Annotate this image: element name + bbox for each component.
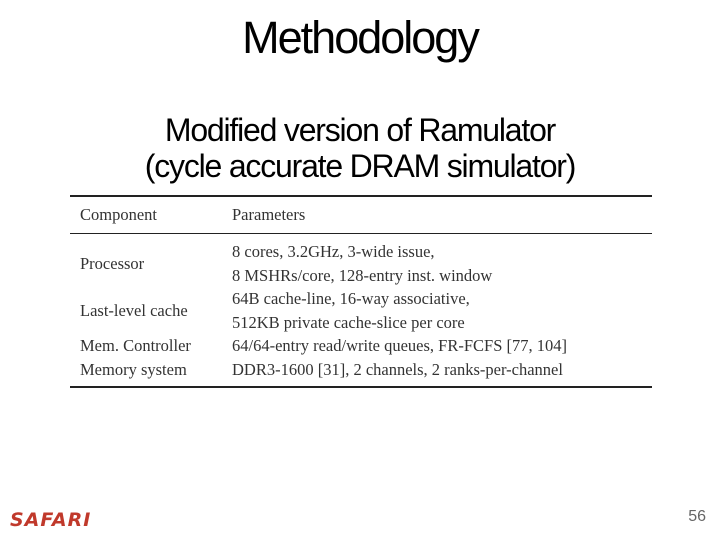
component-cell: Processor <box>80 253 145 273</box>
table-row <box>70 287 652 334</box>
component-cell: Memory system <box>70 358 222 387</box>
header-parameters: Parameters <box>222 196 652 234</box>
page-number: 56 <box>688 508 706 525</box>
slide-title: Methodology <box>242 12 478 63</box>
subtitle-line-1: Modified version of Ramulator <box>164 112 556 148</box>
parameters-cell <box>222 334 652 358</box>
slide-subtitle <box>60 112 660 184</box>
component-cell: Mem. Controller <box>80 336 191 355</box>
parameters-cell <box>222 287 652 334</box>
parameter-line: 8 MSHRs/core, 128-entry inst. window <box>232 265 493 285</box>
subtitle-line-2: (cycle accurate DRAM simulator) <box>144 148 576 184</box>
table-row <box>70 334 652 358</box>
header-component: Component <box>70 196 222 234</box>
table-row <box>70 358 652 387</box>
safari-logo: SAFARI <box>10 509 92 531</box>
parameters-cell <box>222 234 652 288</box>
parameter-line: 64B cache-line, 16-way associative, <box>232 289 470 308</box>
table-row <box>70 234 652 288</box>
parameters-table <box>70 195 652 388</box>
table-header-row <box>70 196 652 234</box>
parameter-line: 8 cores, 3.2GHz, 3-wide issue, <box>232 242 435 261</box>
component-cell: Last-level cache <box>80 300 188 320</box>
parameters-cell <box>222 358 652 387</box>
parameter-line: DDR3-1600 [31], 2 channels, 2 ranks-per-channel <box>232 360 563 380</box>
parameter-line: 512KB private cache-slice per core <box>232 312 465 332</box>
parameter-line: 64/64-entry read/write queues, FR-FCFS [77, 104] <box>232 336 568 356</box>
